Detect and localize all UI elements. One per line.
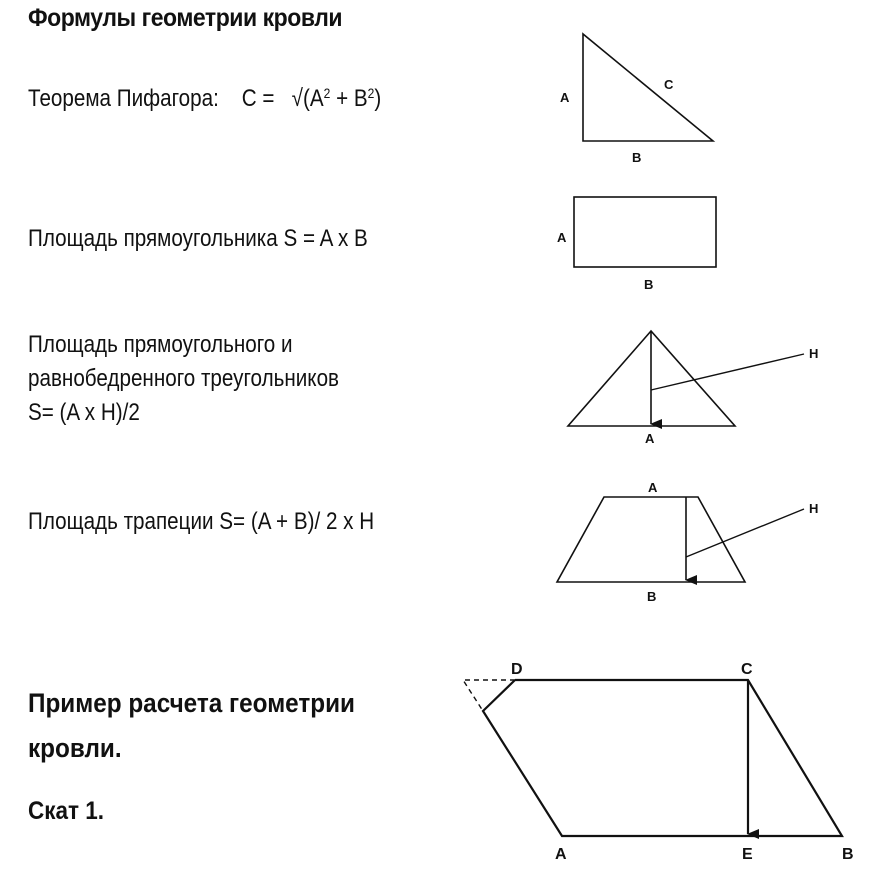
roof-label-c: C	[741, 661, 753, 678]
pythagoras-label: Теорема Пифагора:	[28, 85, 219, 112]
rect-label-b: B	[644, 277, 654, 292]
triangle-label-a: A	[560, 90, 570, 105]
roof-label-b: B	[842, 846, 854, 863]
pythagoras-plus-b: + B	[330, 85, 368, 112]
trapezoid-formula: Площадь трапеции S= (A + B)/ 2 x H	[28, 508, 375, 535]
triangle-label-b: B	[632, 150, 642, 165]
slope-label: Скат 1.	[28, 797, 105, 825]
pythagoras-lhs: C =	[241, 85, 275, 112]
trapezoid-shape	[557, 497, 745, 582]
trapezoid-leader-line	[686, 509, 804, 557]
example-heading-line1: Пример расчета геометрии	[28, 688, 355, 718]
example-heading-line2: кровли.	[28, 733, 122, 763]
exponent-a: 2	[323, 85, 331, 101]
iso-label-a: A	[645, 431, 655, 446]
rectangle-shape	[574, 197, 716, 267]
trap-label-h: H	[809, 501, 819, 516]
pythagoras-close: )	[374, 85, 382, 112]
trap-label-a: A	[648, 480, 658, 495]
pythagoras-open: (A	[303, 85, 324, 112]
page-title: Формулы геометрии кровли	[28, 4, 343, 32]
isosceles-triangle-figure	[568, 331, 818, 446]
roof-label-e: E	[742, 846, 753, 863]
triangle-formula-line3: S= (A x H)/2	[28, 399, 140, 426]
iso-label-h: H	[809, 346, 819, 361]
roof-label-a: A	[555, 846, 567, 863]
rect-label-a: A	[557, 230, 567, 245]
rectangle-figure	[557, 197, 716, 292]
triangle-label-c: C	[664, 77, 674, 92]
exponent-b: 2	[367, 85, 375, 101]
trapezoid-figure	[557, 480, 818, 604]
height-leader-line	[651, 354, 804, 390]
right-triangle-shape	[583, 34, 713, 141]
roof-slope-shape	[483, 680, 842, 836]
triangle-formula-line1: Площадь прямоугольного и	[28, 331, 293, 358]
trap-label-b: B	[647, 589, 657, 604]
rectangle-formula: Площадь прямоугольника S = A x B	[28, 225, 368, 252]
sqrt-symbol: √	[291, 85, 304, 112]
roof-label-d: D	[511, 661, 523, 678]
right-triangle-figure	[560, 34, 713, 165]
triangle-formula-line2: равнобедренного треугольников	[28, 365, 340, 392]
roof-slope-figure	[463, 661, 854, 863]
